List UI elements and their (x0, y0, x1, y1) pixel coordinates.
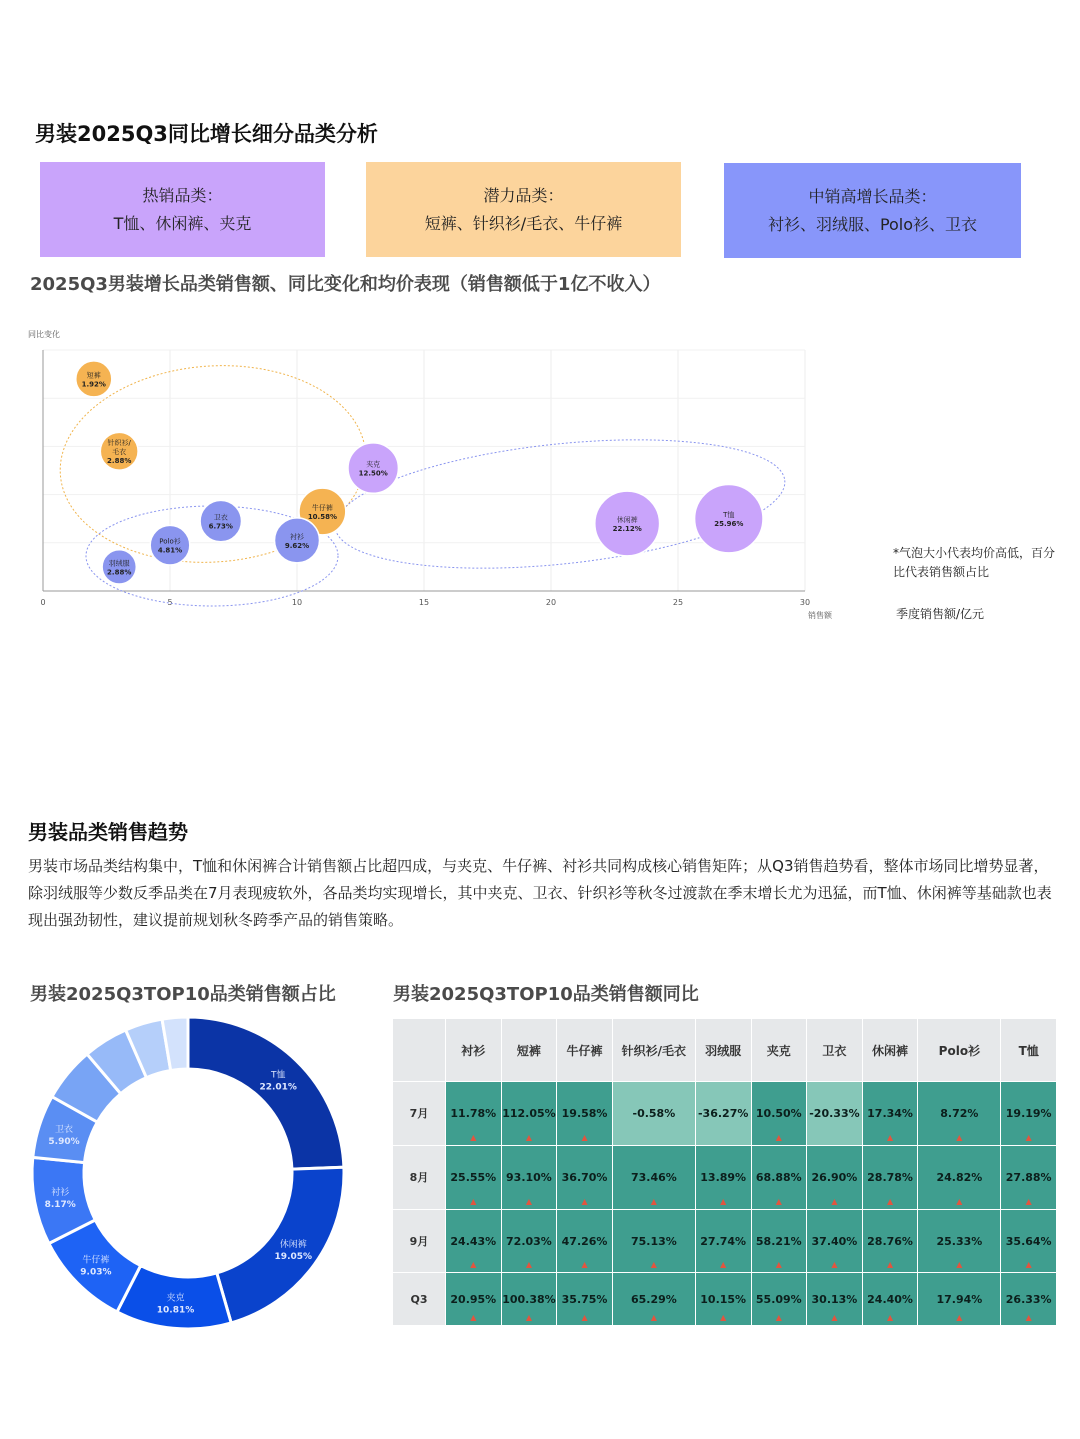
heatmap-column-header: T恤 (1001, 1019, 1057, 1082)
heatmap-cell-value: 27.88% (1005, 1170, 1052, 1184)
heatmap-cell-value: -36.27% (697, 1106, 749, 1120)
bubble-share: 2.88% (107, 568, 132, 577)
heatmap-cell-value: 112.05% (502, 1106, 556, 1120)
heatmap-cell (695, 1145, 751, 1209)
heatmap-column-header: 夹克 (751, 1019, 807, 1082)
up-arrow-icon: ▲ (956, 1313, 963, 1322)
bubble-label: 夹克 (366, 460, 381, 469)
bubble-卫衣 (200, 500, 241, 541)
heatmap-cell (612, 1209, 695, 1273)
up-arrow-icon: ▲ (831, 1196, 838, 1206)
heatmap-column-header: 羽绒服 (695, 1019, 751, 1082)
heatmap-cell (918, 1209, 1001, 1273)
heatmap-cell-value: 10.15% (700, 1292, 747, 1306)
heatmap-cell (557, 1273, 613, 1326)
potential-category-label: 潜力品类： (483, 185, 564, 205)
heatmap-cell (695, 1209, 751, 1273)
trend-title: 男装品类销售趋势 (28, 820, 188, 844)
donut-slice-name: 衬衫 (51, 1187, 70, 1198)
up-arrow-icon: ▲ (470, 1313, 477, 1322)
x-tick-label: 25 (672, 598, 684, 607)
x-tick-label: 20 (545, 598, 557, 607)
heatmap-column-header: 卫衣 (807, 1019, 863, 1082)
heatmap-cell (501, 1145, 557, 1209)
bubble-label: 牛仔裤 (311, 503, 333, 512)
heatmap-cell-value: 19.19% (1005, 1106, 1052, 1120)
donut-chart-title: 男装2025Q3TOP10品类销售额占比 (30, 984, 336, 1005)
up-arrow-icon: ▲ (470, 1196, 477, 1206)
donut-slice-name: 夹克 (166, 1293, 185, 1304)
donut-slice-name: 牛仔裤 (82, 1255, 110, 1266)
page-title: 男装2025Q3同比增长细分品类分析 (35, 122, 378, 146)
donut-slice-name: 休闲裤 (279, 1240, 307, 1251)
heatmap-column-header: 衬衫 (446, 1019, 502, 1082)
heatmap-cell-value: 75.13% (630, 1234, 677, 1248)
up-arrow-icon: ▲ (720, 1260, 727, 1270)
up-arrow-icon: ▲ (525, 1196, 533, 1206)
heatmap-cell-value: 17.94% (936, 1292, 983, 1306)
heatmap-cell (612, 1273, 695, 1326)
donut-slice-value: 19.05% (274, 1252, 313, 1263)
heatmap-cell-value: 35.75% (561, 1292, 608, 1306)
heatmap-cell-value: 93.10% (506, 1170, 552, 1184)
heatmap-cell (557, 1209, 613, 1273)
heatmap-cell (918, 1145, 1001, 1209)
heatmap-cell (862, 1082, 918, 1146)
hot-category-box (40, 162, 325, 257)
heatmap-cell-value: 26.90% (811, 1170, 858, 1184)
heatmap-cell-value: 55.09% (755, 1292, 802, 1306)
trend-paragraph: 男装市场品类结构集中，T恤和休闲裤合计销售额占比超四成，与夹克、牛仔裤、衬衫共同构成核心销售矩阵；从Q3销售趋势看，整体市场同比增势显著，除羽绒服等少数反季品类在7月表现疲软外，各品类均实现增长，其中夹克、卫衣、针织衫等秋冬过渡款在季末增长尤为迅猛，而T恤、休闲裤等基础款也表现出强劲韧性，建议提前规划秋冬跨季产品的销售策略。 (28, 857, 1052, 929)
heatmap-cell-value: 73.46% (630, 1170, 677, 1184)
donut-slice-name: T恤 (270, 1070, 286, 1081)
bubble-休闲裤 (595, 491, 660, 556)
bubble-share: 10.58% (307, 512, 337, 521)
heatmap-cell-value: 27.74% (700, 1234, 747, 1248)
heatmap-cell (446, 1273, 502, 1326)
heatmap-cell (695, 1273, 751, 1326)
mid-growth-category-items: 衬衫、羽绒服、Polo衫、卫衣 (767, 214, 978, 234)
heatmap-cell-value: 37.40% (811, 1234, 858, 1248)
hot-category-items: T恤、休闲裤、夹克 (113, 213, 252, 233)
potential-category-items: 短裤、针织衫/毛衣、牛仔裤 (424, 213, 623, 233)
up-arrow-icon: ▲ (470, 1260, 477, 1270)
donut-slice (188, 1017, 344, 1169)
bubble-share: 1.92% (81, 380, 106, 389)
heatmap-row-label: 7月 (393, 1082, 446, 1146)
donut-slice-name: 卫衣 (55, 1124, 74, 1135)
heatmap-cell-value: 10.50% (755, 1106, 802, 1120)
heatmap-cell-value: 19.58% (561, 1106, 608, 1120)
heatmap-cell (862, 1209, 918, 1273)
up-arrow-icon: ▲ (650, 1313, 657, 1322)
heatmap-row (393, 1082, 1057, 1146)
donut-slice-value: 8.17% (44, 1199, 76, 1210)
heatmap-cell-value: 47.26% (561, 1234, 608, 1248)
potential-category-box (366, 162, 681, 257)
bubble-share: 12.50% (358, 469, 388, 478)
bubble-羽绒服 (102, 550, 136, 584)
heatmap-cell-value: 24.40% (867, 1292, 913, 1306)
heatmap-cell-value: 30.13% (811, 1292, 858, 1306)
bubble-unit-note: 季度销售额/亿元 (896, 607, 985, 621)
heatmap-row-label: Q3 (393, 1273, 446, 1326)
up-arrow-icon: ▲ (886, 1196, 894, 1206)
up-arrow-icon: ▲ (1025, 1260, 1032, 1270)
heatmap-column-header: 短裤 (501, 1019, 557, 1082)
bubble-夹克 (348, 443, 398, 493)
heatmap-cell-value: 26.33% (1005, 1292, 1052, 1306)
heatmap-cell (1001, 1082, 1057, 1146)
x-tick-label: 30 (799, 598, 811, 607)
heatmap-cell (807, 1209, 863, 1273)
heatmap-table (392, 1018, 1057, 1326)
bubble-label: Polo衫 (159, 537, 181, 546)
heatmap-cell-value: 72.03% (506, 1234, 552, 1248)
heatmap-cell (612, 1082, 695, 1146)
bubble-label: 毛衣 (112, 448, 127, 457)
up-arrow-icon: ▲ (956, 1132, 963, 1142)
heatmap-cell (501, 1082, 557, 1146)
up-arrow-icon: ▲ (775, 1260, 782, 1270)
heatmap-cell-value: 13.89% (700, 1170, 747, 1184)
up-arrow-icon: ▲ (886, 1260, 894, 1270)
bubble-share: 9.62% (284, 541, 310, 550)
up-arrow-icon: ▲ (525, 1313, 533, 1322)
heatmap-cell (918, 1082, 1001, 1146)
heatmap-cell (1001, 1145, 1057, 1209)
bubble-label: 卫衣 (213, 513, 228, 522)
heatmap-cell (751, 1145, 807, 1209)
up-arrow-icon: ▲ (1025, 1313, 1032, 1322)
heatmap-cell-value: 65.29% (630, 1292, 677, 1306)
up-arrow-icon: ▲ (775, 1313, 782, 1322)
heatmap-row (393, 1209, 1057, 1273)
heatmap-cell-value: 20.95% (450, 1292, 497, 1306)
bubble-Polo衫 (150, 525, 190, 565)
up-arrow-icon: ▲ (775, 1196, 782, 1206)
donut-chart (20, 1010, 360, 1340)
heatmap-cell (557, 1145, 613, 1209)
heatmap-column-header: Polo衫 (918, 1019, 1001, 1082)
heatmap-cell (1001, 1209, 1057, 1273)
donut-slice-value: 5.90% (48, 1136, 80, 1147)
heatmap-cell (751, 1209, 807, 1273)
x-tick-label: 5 (167, 598, 173, 607)
up-arrow-icon: ▲ (581, 1132, 588, 1142)
heatmap-cell (501, 1209, 557, 1273)
bubble-label: T恤 (723, 511, 735, 520)
heatmap-cell (557, 1082, 613, 1146)
up-arrow-icon: ▲ (1025, 1132, 1032, 1142)
bubble-label: 休闲裤 (616, 516, 638, 525)
heatmap-cell (1001, 1273, 1057, 1326)
heatmap-cell-value: 25.33% (936, 1234, 983, 1248)
heatmap-cell-value: 8.72% (940, 1106, 979, 1120)
heatmap-cell (751, 1082, 807, 1146)
up-arrow-icon: ▲ (1025, 1196, 1032, 1206)
heatmap-cell (612, 1145, 695, 1209)
up-arrow-icon: ▲ (956, 1260, 963, 1270)
bubble-share: 22.12% (612, 525, 642, 534)
x-tick-label: 0 (40, 598, 46, 607)
bubble-label: 羽绒服 (108, 559, 130, 568)
up-arrow-icon: ▲ (720, 1313, 727, 1322)
heatmap-cell (807, 1082, 863, 1146)
up-arrow-icon: ▲ (581, 1196, 588, 1206)
heatmap-column-header: 牛仔裤 (557, 1019, 613, 1082)
heatmap-row (393, 1145, 1057, 1209)
up-arrow-icon: ▲ (886, 1132, 894, 1142)
donut-slice-value: 9.03% (80, 1267, 112, 1278)
heatmap-cell (807, 1273, 863, 1326)
donut-slice-T恤 (188, 1017, 344, 1169)
heatmap-cell (501, 1273, 557, 1326)
heatmap-cell-value: 25.55% (450, 1170, 497, 1184)
heatmap-cell (807, 1145, 863, 1209)
up-arrow-icon: ▲ (831, 1313, 838, 1322)
up-arrow-icon: ▲ (775, 1132, 782, 1142)
heatmap-column-header: 针织衫/毛衣 (612, 1019, 695, 1082)
heatmap-cell (446, 1082, 502, 1146)
up-arrow-icon: ▲ (525, 1260, 533, 1270)
heatmap-cell (751, 1273, 807, 1326)
bubble-share: 25.96% (714, 520, 744, 529)
bubble-label: 短裤 (86, 371, 101, 380)
up-arrow-icon: ▲ (470, 1132, 477, 1142)
bubble-share: 2.88% (107, 457, 132, 466)
up-arrow-icon: ▲ (956, 1196, 963, 1206)
heatmap-corner (393, 1019, 446, 1082)
heatmap-cell-value: 17.34% (867, 1106, 913, 1120)
bubble-chart (0, 320, 880, 625)
up-arrow-icon: ▲ (581, 1260, 588, 1270)
heatmap-title: 男装2025Q3TOP10品类销售额同比 (393, 984, 699, 1005)
x-tick-label: 10 (291, 598, 303, 607)
up-arrow-icon: ▲ (581, 1313, 588, 1322)
up-arrow-icon: ▲ (650, 1260, 657, 1270)
hot-category-label: 热销品类： (142, 185, 223, 205)
bubble-share: 6.73% (208, 522, 233, 531)
heatmap-cell (695, 1082, 751, 1146)
bubble-T恤 (695, 485, 763, 553)
heatmap-cell-value: 11.78% (450, 1106, 497, 1120)
bubble-针织衫/毛衣 (100, 432, 138, 470)
bubble-label: 针织衫/ (107, 439, 131, 448)
heatmap-cell-value: 68.88% (755, 1170, 802, 1184)
heatmap-row-label: 9月 (393, 1209, 446, 1273)
mid-growth-category-label: 中销高增长品类： (808, 186, 937, 206)
donut-slice-value: 10.81% (156, 1305, 195, 1316)
up-arrow-icon: ▲ (720, 1196, 727, 1206)
heatmap-cell-value: -0.58% (632, 1106, 676, 1120)
heatmap-row-label: 8月 (393, 1145, 446, 1209)
donut-slice-value: 22.01% (259, 1082, 297, 1093)
heatmap-cell (862, 1273, 918, 1326)
bubble-share: 4.81% (157, 546, 183, 555)
bubble-size-note: *气泡大小代表均价高低，百分比代表销售额占比 (893, 546, 1056, 579)
up-arrow-icon: ▲ (525, 1132, 533, 1142)
heatmap-cell (446, 1145, 502, 1209)
up-arrow-icon: ▲ (831, 1260, 838, 1270)
bubble-衬衫 (275, 518, 320, 563)
heatmap-cell-value: 24.43% (450, 1234, 497, 1248)
x-axis-label: 销售额 (808, 611, 832, 620)
donut-slice-休闲裤 (217, 1167, 344, 1323)
heatmap-cell-value: 36.70% (561, 1170, 608, 1184)
mid-growth-category-box (724, 163, 1021, 258)
heatmap-cell-value: 100.38% (502, 1292, 556, 1306)
heatmap-cell-value: -20.33% (809, 1106, 860, 1120)
heatmap-cell-value: 58.21% (755, 1234, 802, 1248)
up-arrow-icon: ▲ (886, 1313, 894, 1322)
up-arrow-icon: ▲ (650, 1196, 657, 1206)
heatmap-column-header: 休闲裤 (862, 1019, 918, 1082)
heatmap-cell-value: 28.76% (867, 1234, 913, 1248)
bubble-chart-title: 2025Q3男装增长品类销售额、同比变化和均价表现（销售额低于1亿不收入） (30, 274, 661, 295)
y-axis-label: 同比变化 (28, 330, 60, 339)
heatmap-cell-value: 28.78% (867, 1170, 913, 1184)
bubble-短裤 (76, 361, 112, 397)
x-tick-label: 15 (418, 598, 430, 607)
heatmap-cell-value: 35.64% (1005, 1234, 1052, 1248)
heatmap-cell-value: 24.82% (936, 1170, 983, 1184)
heatmap-cell (918, 1273, 1001, 1326)
heatmap-cell (446, 1209, 502, 1273)
heatmap-header-row (393, 1019, 1057, 1082)
heatmap-row (393, 1273, 1057, 1326)
heatmap-cell (862, 1145, 918, 1209)
bubble-label: 衬衫 (290, 532, 304, 541)
